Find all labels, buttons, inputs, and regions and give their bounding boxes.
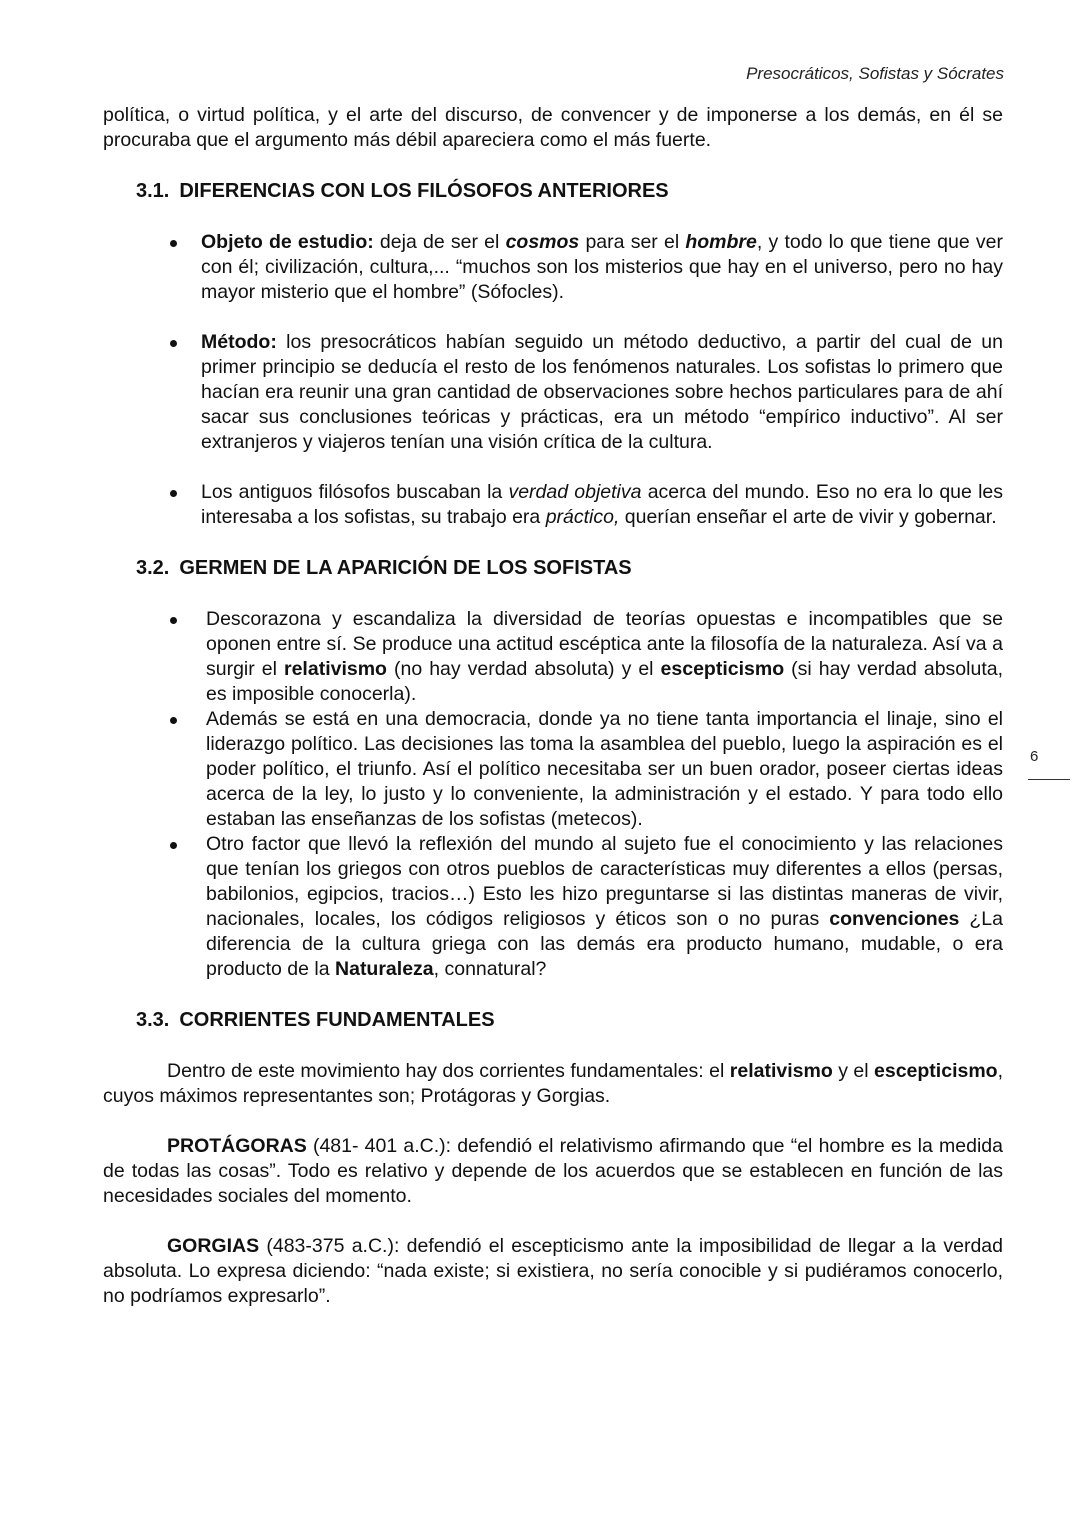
bullet-icon	[170, 340, 177, 347]
keyword: relativismo	[729, 1060, 833, 1082]
list-item	[103, 330, 1003, 455]
term-label: Método:	[201, 331, 277, 353]
list-item	[103, 480, 1003, 530]
intro-paragraph: política, o virtud política, y el arte del discurso, de convencer y de imponerse a los demás, en él se procuraba que el argumento más débil apareciera como el más fuerte.	[103, 104, 1003, 151]
keyword: escepticismo	[660, 658, 785, 680]
emphasis: cosmos	[505, 231, 580, 253]
term-label: Objeto de estudio:	[201, 231, 374, 253]
text-run: los presocráticos habían seguido un método deductivo, a partir del cual de un primer principio se deducía el resto de los fenómenos naturales. Los sofistas lo primero que hacían era reunir una gran cantidad de observaciones sobre hechos particulares para de ahí sacar sus conclusiones teóricas y prácticas, era un método “empírico inductivo”. Al ser extranjeros y viajeros tenían una visión crítica de la cultura.	[201, 331, 1003, 453]
emphasis: práctico,	[545, 506, 620, 528]
emphasis: hombre	[685, 231, 757, 253]
emphasis: verdad objetiva	[508, 481, 642, 503]
paragraph-currents	[103, 1059, 1003, 1109]
keyword: Naturaleza	[335, 958, 434, 980]
paragraph-protagoras	[103, 1134, 1003, 1209]
section-heading-3-3	[136, 1008, 1003, 1033]
bullet-icon	[170, 240, 177, 247]
keyword: GORGIAS	[167, 1235, 260, 1257]
text-run: Además se está en una democracia, donde ya no tiene tanta importancia el linaje, sino el liderazgo político. Las decisiones las toma la asamblea del pueblo, luego la aspiración es el poder político, el triunfo. Así el político necesitaba ser un buen orador, poseer ciertas ideas acerca de la ley, lo justo y lo conveniente, la administración y el estado. Y para todo ello estaban las enseñanzas de los sofistas (metecos).	[206, 708, 1003, 830]
text-run: deja de ser el	[373, 231, 506, 253]
text-run: para ser el	[579, 231, 686, 253]
text-run: , cuyos máximos representantes son; Protágoras y Gorgias.	[103, 1060, 1003, 1107]
text-run: Los antiguos filósofos buscaban la	[201, 481, 509, 503]
section-number: 3.1.	[136, 180, 170, 202]
text-run: Dentro de este movimiento hay dos corrientes fundamentales: el	[167, 1060, 730, 1082]
bullet-list-differences	[103, 230, 1003, 530]
list-item	[103, 607, 1003, 707]
bullet-icon	[170, 490, 177, 497]
keyword: escepticismo	[874, 1060, 998, 1082]
list-item	[103, 230, 1003, 305]
text-run: Descorazona y escandaliza la diversidad de teorías opuestas e incompatibles que se oponen entre sí. Se produce una actitud escéptica ante la filosofía de la naturaleza. Así va a surgir el	[206, 608, 1003, 680]
text-run: (483-375 a.C.): defendió el escepticismo ante la imposibilidad de llegar a la verdad absoluta. Lo expresa diciendo: “nada existe; si existiera, no sería conocible y si pudiéramos conocerlo, no podríamos expresarlo”.	[103, 1235, 1003, 1307]
paragraph-gorgias	[103, 1234, 1003, 1309]
bullet-icon	[170, 717, 177, 724]
text-run: , y todo lo que tiene que ver con él; civilización, cultura,... “muchos son los misterios que hay en el universo, pero no hay mayor misterio que el hombre” (Sófocles).	[201, 231, 1004, 303]
text-run: querían enseñar el arte de vivir y gobernar.	[619, 506, 997, 528]
text-run: , connatural?	[433, 958, 547, 980]
section-number: 3.2.	[136, 557, 170, 579]
bullet-list-origins	[103, 607, 1003, 982]
page-number: 6	[1030, 748, 1039, 765]
section-heading-3-2	[136, 556, 1003, 581]
list-item	[103, 707, 1003, 832]
keyword: relativismo	[284, 658, 387, 680]
page-content	[103, 103, 1003, 1309]
text-run: ¿La diferencia de la cultura griega con las demás era producto humano, mudable, o era producto de la	[206, 908, 1003, 980]
section-title: DIFERENCIAS CON LOS FILÓSOFOS ANTERIORES	[179, 180, 669, 202]
section-title: GERMEN DE LA APARICIÓN DE LOS SOFISTAS	[179, 557, 632, 579]
bullet-icon	[170, 617, 177, 624]
list-item	[103, 832, 1003, 982]
keyword: PROTÁGORAS	[167, 1135, 307, 1157]
running-header: Presocráticos, Sofistas y Sócrates	[746, 64, 1004, 83]
keyword: convenciones	[829, 908, 960, 930]
bullet-icon	[170, 842, 177, 849]
text-run: acerca del mundo. Eso no era lo que les interesaba a los sofistas, su trabajo era	[201, 481, 1003, 528]
text-run: y el	[832, 1060, 875, 1082]
section-number: 3.3.	[136, 1009, 170, 1031]
text-run: Otro factor que llevó la reflexión del mundo al sujeto fue el conocimiento y las relaciones que tenían los griegos con otros pueblos de características muy diferentes a ellos (persas, babilonios, egipcios, tracios…) Esto les hizo preguntarse si las distintas maneras de vivir, nacionales, locales, los códigos religiosos y éticos son o no puras	[206, 833, 1003, 930]
text-run: (no hay verdad absoluta) y el	[386, 658, 661, 680]
text-run: (481- 401 a.C.): defendió el relativismo afirmando que “el hombre es la medida de todas las cosas”. Todo es relativo y depende de los acuerdos que se establecen en función de las necesidades sociales del momento.	[103, 1135, 1003, 1207]
section-heading-3-1	[136, 179, 1003, 204]
section-title: CORRIENTES FUNDAMENTALES	[179, 1009, 495, 1031]
page-number-rule	[1028, 779, 1070, 780]
text-run: (si hay verdad absoluta, es imposible conocerla).	[206, 658, 1003, 705]
